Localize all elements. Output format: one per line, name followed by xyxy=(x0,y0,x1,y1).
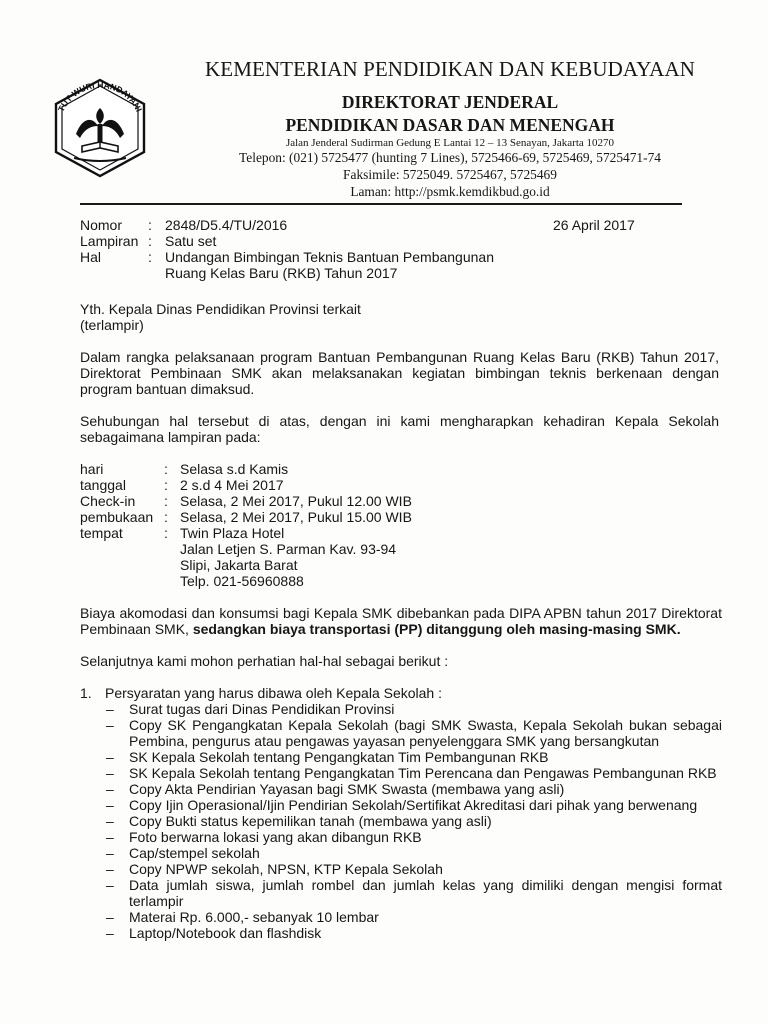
list-bullet: – xyxy=(106,861,114,877)
lampiran-label: Lampiran xyxy=(80,233,139,249)
hari-label: hari xyxy=(80,461,104,477)
tempat-line3: Slipi, Jakarta Barat xyxy=(180,557,298,573)
list-bullet: – xyxy=(106,781,114,797)
list-bullet: – xyxy=(106,925,114,941)
list-bullet: – xyxy=(106,877,114,893)
recipient-line2: (terlampir) xyxy=(80,317,144,333)
pembukaan-label: pembukaan xyxy=(80,509,154,525)
list-item: Copy SK Pengangkatan Kepala Sekolah (bagi SMK Swasta, Kepala Sekolah bukan sebagai xyxy=(129,717,722,733)
colon: : xyxy=(148,233,152,249)
office-website: Laman: http://psmk.kemdikbud.go.id xyxy=(350,184,550,199)
list-item: Copy Akta Pendirian Yayasan bagi SMK Swasta (membawa yang asli) xyxy=(129,781,565,797)
list-item: Laptop/Notebook dan flashdisk xyxy=(129,925,322,941)
list-bullet: – xyxy=(106,717,114,733)
colon: : xyxy=(164,509,168,525)
list-bullet: – xyxy=(106,845,114,861)
colon: : xyxy=(164,477,168,493)
list-bullet: – xyxy=(106,797,114,813)
hal-value-line1: Undangan Bimbingan Teknis Bantuan Pembangunan xyxy=(165,249,494,265)
directorate-line1: DIREKTORAT JENDERAL xyxy=(341,92,559,112)
list-bullet: – xyxy=(106,765,114,781)
list-item: Data jumlah siswa, jumlah rombel dan jumlah kelas yang dimiliki dengan mengisi format xyxy=(129,877,722,893)
tempat-label: tempat xyxy=(80,525,123,541)
tempat-line2: Jalan Letjen S. Parman Kav. 93-94 xyxy=(180,541,397,557)
nomor-label: Nomor xyxy=(80,217,123,233)
recipient-line1: Yth. Kepala Dinas Pendidikan Provinsi terkait xyxy=(80,301,361,317)
list-number: 1. xyxy=(80,685,92,701)
office-phone: Telepon: (021) 5725477 (hunting 7 Lines), 5725466-69, 5725469, 5725471-74 xyxy=(239,150,661,165)
paragraph-3-line1: Biaya akomodasi dan konsumsi bagi Kepala SMK dibebankan pada DIPA APBN tahun 2017 Direktorat xyxy=(80,605,722,621)
paragraph-4: Selanjutnya kami mohon perhatian hal-hal sebagai berikut : xyxy=(80,653,449,669)
checkin-value: Selasa, 2 Mei 2017, Pukul 12.00 WIB xyxy=(180,493,412,509)
list-item-continuation: terlampir xyxy=(129,893,184,909)
paragraph-1-line1: Dalam rangka pelaksanaan program Bantuan Pembangunan Ruang Kelas Baru (RKB) Tahun 2017, xyxy=(80,349,719,365)
list-item: Copy Ijin Operasional/Ijin Pendirian Sekolah/Sertifikat Akreditasi dari pihak yang berwenang xyxy=(129,797,698,813)
office-address: Jalan Jenderal Sudirman Gedung E Lantai 12 – 13 Senayan, Jakarta 10270 xyxy=(285,137,615,149)
svg-text:TUT WURI HANDAYANI: TUT WURI HANDAYANI xyxy=(55,79,145,114)
list-bullet: – xyxy=(106,701,114,717)
tempat-line1: Twin Plaza Hotel xyxy=(180,525,285,541)
colon: : xyxy=(164,525,168,541)
colon: : xyxy=(148,217,152,233)
paragraph-1-line2: Direktorat Pembinaan SMK akan melaksanakan kegiatan bimbingan teknis berkenaan dengan xyxy=(80,365,719,381)
list-bullet: – xyxy=(106,909,114,925)
hal-value-line2: Ruang Kelas Baru (RKB) Tahun 2017 xyxy=(165,265,398,281)
pembukaan-value: Selasa, 2 Mei 2017, Pukul 15.00 WIB xyxy=(180,509,412,525)
tanggal-value: 2 s.d 4 Mei 2017 xyxy=(180,477,284,493)
list-item: Foto berwarna lokasi yang akan dibangun RKB xyxy=(129,829,422,845)
office-fax: Faksimile: 5725049. 5725467, 5725469 xyxy=(343,167,557,182)
tut-wuri-handayani-logo-icon xyxy=(46,74,154,182)
list-item: Copy Bukti status kepemilikan tanah (membawa yang asli) xyxy=(129,813,492,829)
hari-value: Selasa s.d Kamis xyxy=(180,461,289,477)
colon: : xyxy=(148,249,152,265)
directorate-line2: PENDIDIKAN DASAR DAN MENENGAH xyxy=(285,115,615,135)
tempat-line4: Telp. 021-56960888 xyxy=(180,573,304,589)
paragraph-2-line1: Sehubungan hal tersebut di atas, dengan ini kami mengharapkan kehadiran Kepala Sekolah xyxy=(80,413,719,429)
list-item: Copy NPWP sekolah, NPSN, KTP Kepala Sekolah xyxy=(129,861,443,877)
checkin-label: Check-in xyxy=(80,493,136,509)
letter-date: 26 April 2017 xyxy=(553,217,635,233)
list-bullet: – xyxy=(106,829,114,845)
paragraph-1-line3: program bantuan dimaksud. xyxy=(80,381,255,397)
tanggal-label: tanggal xyxy=(80,477,126,493)
paragraph-2-line2: sebagaimana lampiran pada: xyxy=(80,429,261,445)
colon: : xyxy=(164,493,168,509)
colon: : xyxy=(164,461,168,477)
list-item: Surat tugas dari Dinas Pendidikan Provinsi xyxy=(129,701,395,717)
list-bullet: – xyxy=(106,813,114,829)
list-item-continuation: Pembina, pengurus atau pengawas yayasan penyelenggara SMK yang bersangkutan xyxy=(129,733,660,749)
hal-label: Hal xyxy=(80,249,102,265)
paragraph-3-regular: Pembinaan SMK, xyxy=(80,621,193,637)
list-item: Materai Rp. 6.000,- sebanyak 10 lembar xyxy=(129,909,379,925)
lampiran-value: Satu set xyxy=(165,233,217,249)
paragraph-3-bold: sedangkan biaya transportasi (PP) ditanggung oleh masing-masing SMK. xyxy=(192,621,681,637)
nomor-value: 2848/D5.4/TU/2016 xyxy=(165,217,288,233)
list-bullet: – xyxy=(106,749,114,765)
requirements-heading: Persyaratan yang harus dibawa oleh Kepala Sekolah : xyxy=(105,685,442,701)
list-item: Cap/stempel sekolah xyxy=(129,845,260,861)
list-item: SK Kepala Sekolah tentang Pengangkatan Tim Perencana dan Pengawas Pembangunan RKB xyxy=(129,765,717,781)
paragraph-3-line2 xyxy=(80,622,681,637)
list-item: SK Kepala Sekolah tentang Pengangkatan Tim Pembangunan RKB xyxy=(129,749,549,765)
letterhead-divider xyxy=(80,203,682,205)
ministry-name: KEMENTERIAN PENDIDIKAN DAN KEBUDAYAAN xyxy=(205,57,695,81)
